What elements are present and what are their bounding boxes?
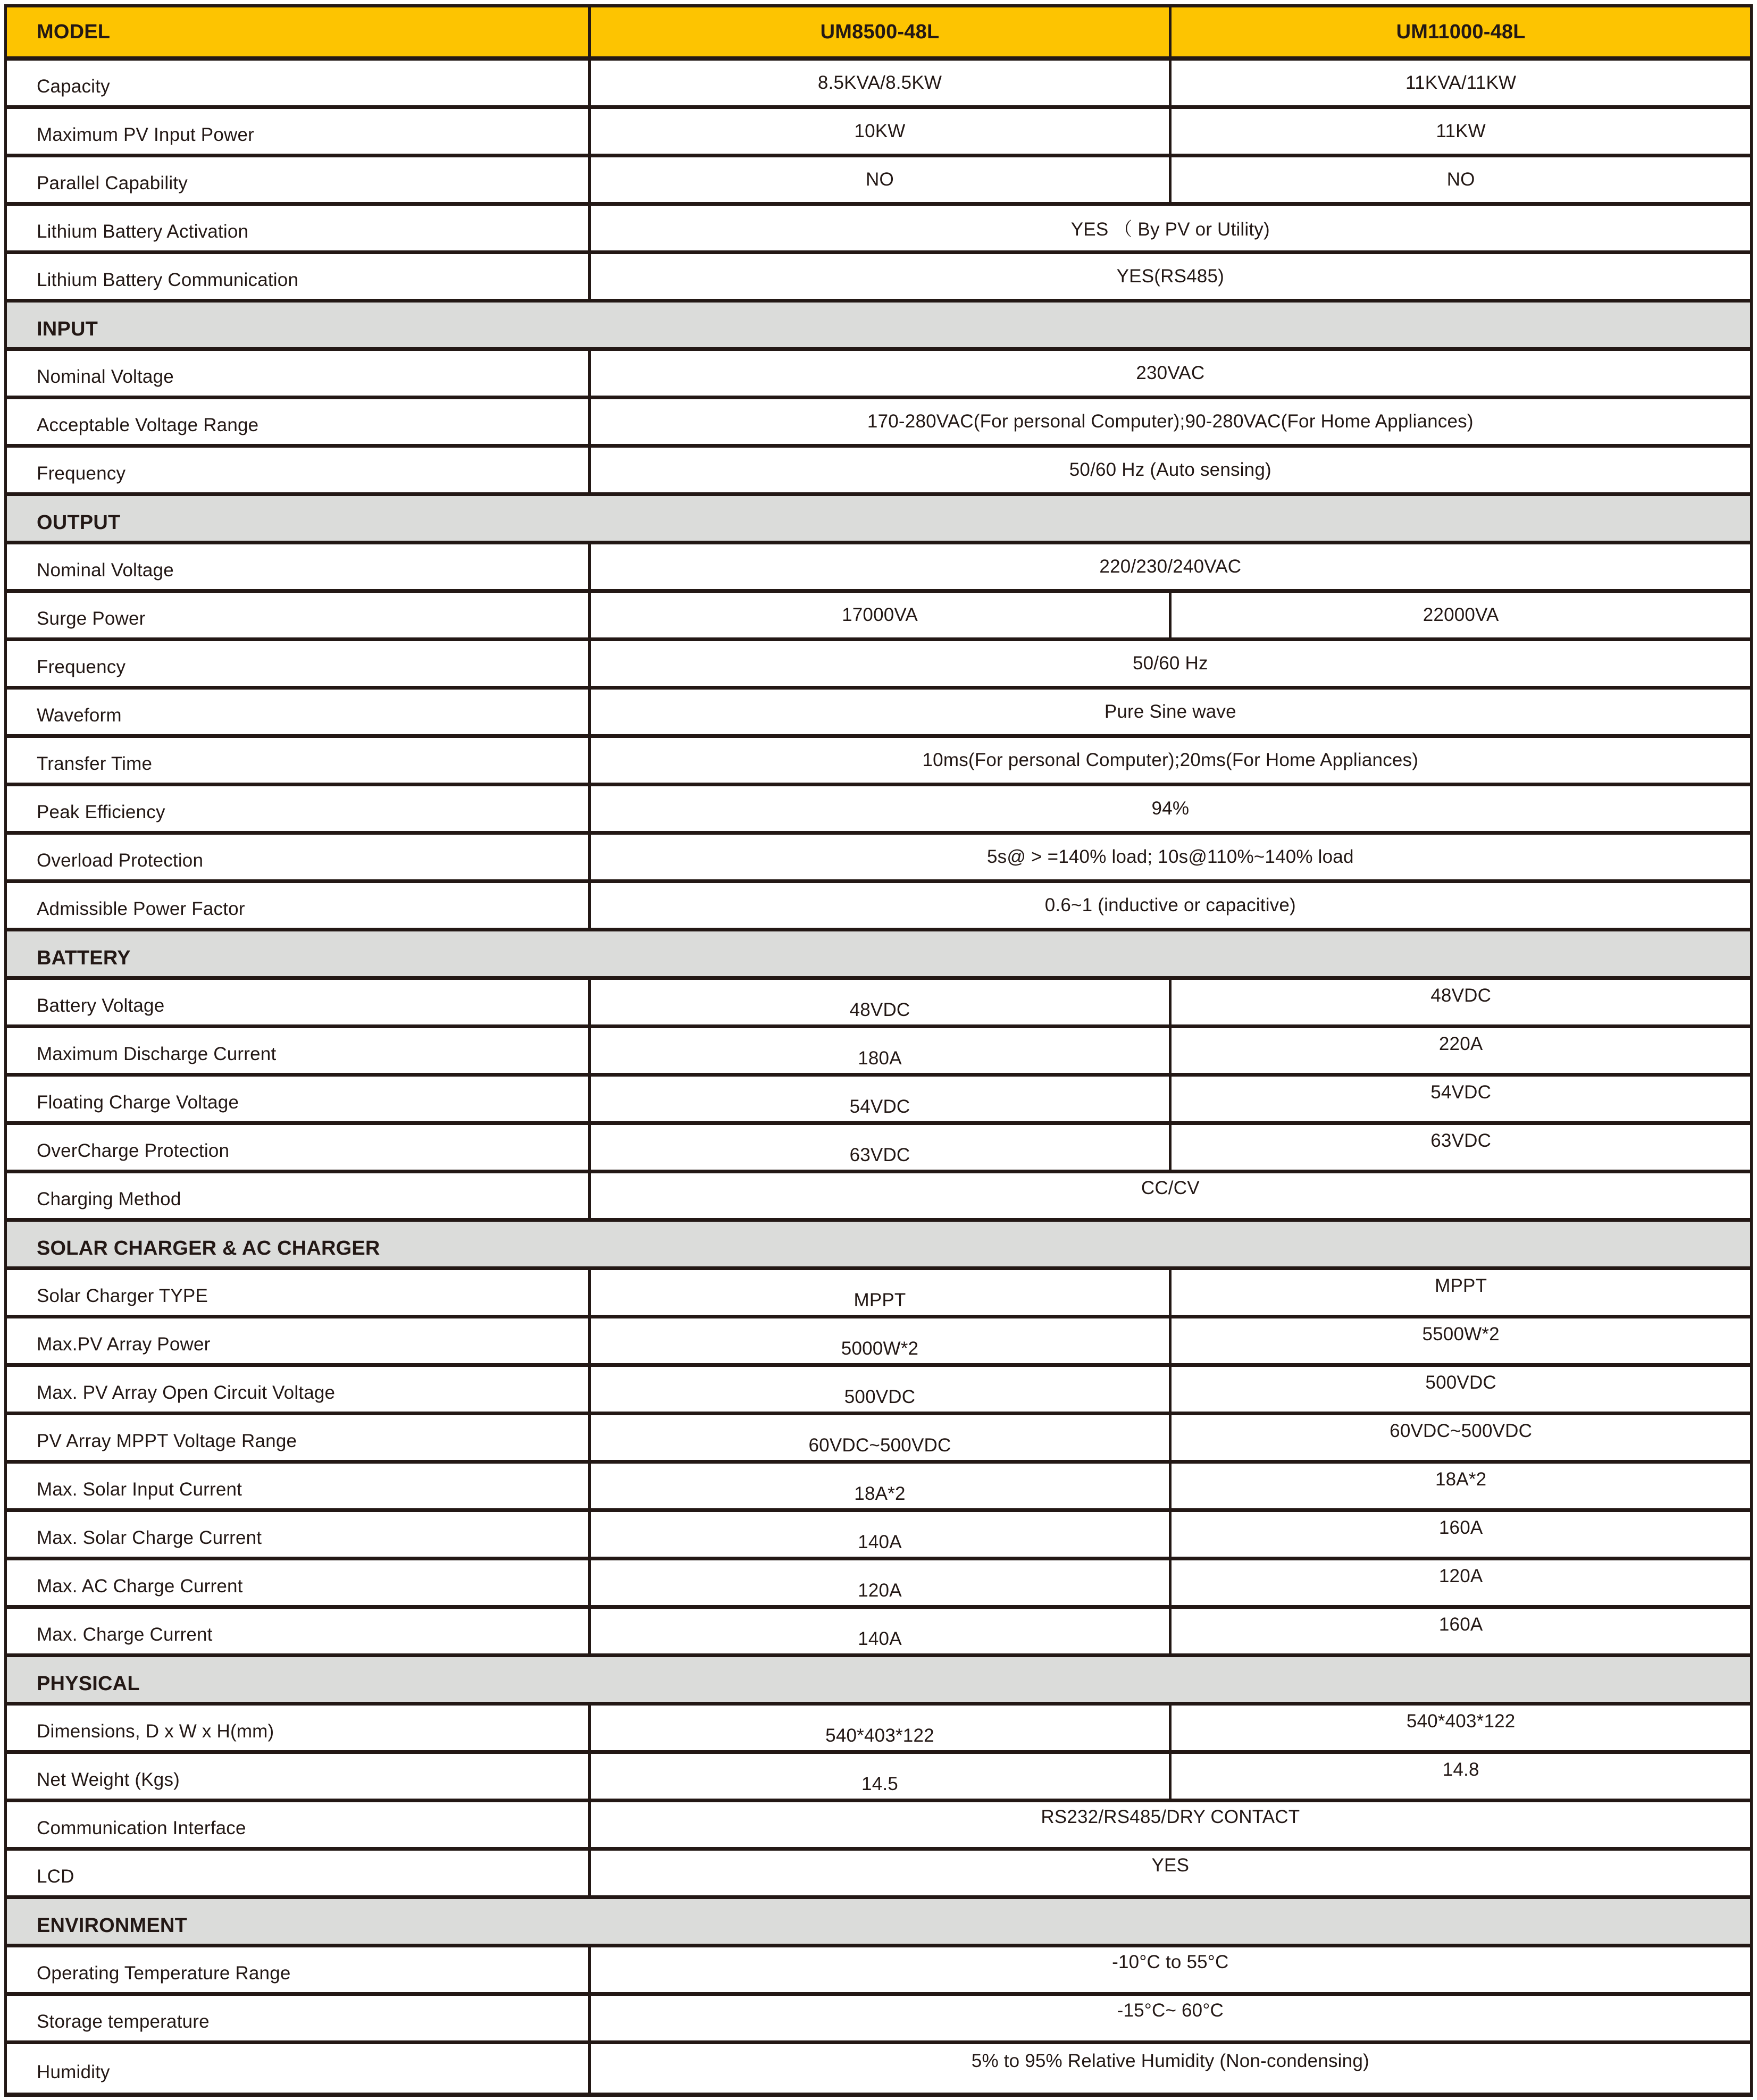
value-um8500-48l: 60VDC~500VDC — [588, 1415, 1169, 1460]
value-um11000-48l: MPPT — [1169, 1270, 1750, 1315]
value-both-models: 170-280VAC(For personal Computer);90-280VAC(For Home Appliances) — [588, 399, 1750, 444]
section-title: PHYSICAL — [7, 1657, 1750, 1702]
section-row-solar-charger-ac-charger — [7, 1222, 1750, 1270]
row-label: Surge Power — [7, 593, 588, 637]
section-row-output — [7, 496, 1750, 544]
spec-row-floating-charge-voltage — [7, 1077, 1750, 1125]
section-title: SOLAR CHARGER & AC CHARGER — [7, 1222, 1750, 1266]
spec-row-peak-efficiency — [7, 786, 1750, 835]
section-row-input — [7, 303, 1750, 351]
spec-row-net-weight-kgs — [7, 1754, 1750, 1802]
spec-row-dimensions-d-x-w-x-h-mm — [7, 1706, 1750, 1754]
row-label: Storage temperature — [7, 1996, 588, 2040]
row-label: Battery Voltage — [7, 980, 588, 1024]
value-both-models: Pure Sine wave — [588, 690, 1750, 734]
spec-row-max-ac-charge-current — [7, 1560, 1750, 1609]
value-um11000-48l: 60VDC~500VDC — [1169, 1415, 1750, 1460]
value-both-models: RS232/RS485/DRY CONTACT — [588, 1802, 1750, 1847]
value-um8500-48l: MPPT — [588, 1270, 1169, 1315]
section-row-physical — [7, 1657, 1750, 1706]
row-label: Max. PV Array Open Circuit Voltage — [7, 1367, 588, 1412]
value-um8500-48l: 10KW — [588, 109, 1169, 154]
value-um8500-48l: 17000VA — [588, 593, 1169, 637]
row-label: Max. AC Charge Current — [7, 1560, 588, 1605]
value-um8500-48l: 540*403*122 — [588, 1706, 1169, 1750]
spec-row-overload-protection — [7, 835, 1750, 883]
row-label: Nominal Voltage — [7, 351, 588, 396]
row-label: Waveform — [7, 690, 588, 734]
value-um11000-48l: 500VDC — [1169, 1367, 1750, 1412]
value-um8500-48l: 140A — [588, 1609, 1169, 1653]
spec-row-parallel-capability — [7, 157, 1750, 206]
value-um11000-48l: 5500W*2 — [1169, 1318, 1750, 1363]
value-um8500-48l: NO — [588, 157, 1169, 202]
spec-row-admissible-power-factor — [7, 883, 1750, 931]
header-model-label: MODEL — [7, 7, 588, 56]
row-label: Lithium Battery Activation — [7, 206, 588, 250]
row-label: Admissible Power Factor — [7, 883, 588, 928]
spec-row-max-pv-array-open-circuit-voltage — [7, 1367, 1750, 1415]
value-um11000-48l: 18A*2 — [1169, 1464, 1750, 1508]
header-model-um11000-48l: UM11000-48L — [1169, 7, 1750, 56]
value-both-models: YES （ By PV or Utility) — [588, 206, 1750, 250]
spec-row-waveform — [7, 690, 1750, 738]
value-both-models: 5s@ > =140% load; 10s@110%~140% load — [588, 835, 1750, 879]
value-um11000-48l: 22000VA — [1169, 593, 1750, 637]
value-um11000-48l: 220A — [1169, 1028, 1750, 1073]
value-um8500-48l: 14.5 — [588, 1754, 1169, 1799]
table-header-row — [7, 7, 1750, 61]
value-um8500-48l: 8.5KVA/8.5KW — [588, 61, 1169, 105]
value-both-models: 94% — [588, 786, 1750, 831]
table-body — [7, 61, 1750, 2093]
section-title: INPUT — [7, 303, 1750, 347]
spec-row-lithium-battery-activation — [7, 206, 1750, 254]
spec-row-maximum-discharge-current — [7, 1028, 1750, 1077]
row-label: Operating Temperature Range — [7, 1947, 588, 1992]
spec-row-humidity — [7, 2044, 1750, 2093]
value-both-models: YES — [588, 1851, 1750, 1895]
row-label: Lithium Battery Communication — [7, 254, 588, 299]
spec-row-max-charge-current — [7, 1609, 1750, 1657]
section-row-battery — [7, 931, 1750, 980]
spec-row-nominal-voltage — [7, 351, 1750, 399]
row-label: Maximum Discharge Current — [7, 1028, 588, 1073]
row-label: Max.PV Array Power — [7, 1318, 588, 1363]
spec-row-capacity — [7, 61, 1750, 109]
spec-row-communication-interface — [7, 1802, 1750, 1851]
spec-row-solar-charger-type — [7, 1270, 1750, 1318]
value-um11000-48l: 120A — [1169, 1560, 1750, 1605]
spec-row-frequency — [7, 448, 1750, 496]
value-um11000-48l: NO — [1169, 157, 1750, 202]
section-title: OUTPUT — [7, 496, 1750, 541]
value-both-models: 50/60 Hz (Auto sensing) — [588, 448, 1750, 492]
row-label: Transfer Time — [7, 738, 588, 783]
row-label: Max. Solar Input Current — [7, 1464, 588, 1508]
spec-row-lcd — [7, 1851, 1750, 1899]
value-both-models: -10°C to 55°C — [588, 1947, 1750, 1992]
value-both-models: 0.6~1 (inductive or capacitive) — [588, 883, 1750, 928]
value-um8500-48l: 48VDC — [588, 980, 1169, 1024]
value-um11000-48l: 11KW — [1169, 109, 1750, 154]
spec-row-maximum-pv-input-power — [7, 109, 1750, 157]
value-both-models: 220/230/240VAC — [588, 544, 1750, 589]
spec-row-acceptable-voltage-range — [7, 399, 1750, 448]
section-title: ENVIRONMENT — [7, 1899, 1750, 1944]
spec-row-pv-array-mppt-voltage-range — [7, 1415, 1750, 1464]
value-um8500-48l: 120A — [588, 1560, 1169, 1605]
spec-row-max-solar-input-current — [7, 1464, 1750, 1512]
spec-row-storage-temperature — [7, 1996, 1750, 2044]
value-um11000-48l: 48VDC — [1169, 980, 1750, 1024]
spec-row-frequency — [7, 641, 1750, 690]
value-both-models: -15°C~ 60°C — [588, 1996, 1750, 2040]
row-label: Communication Interface — [7, 1802, 588, 1847]
value-um8500-48l: 54VDC — [588, 1077, 1169, 1121]
value-both-models: CC/CV — [588, 1173, 1750, 1218]
row-label: Net Weight (Kgs) — [7, 1754, 588, 1799]
value-um11000-48l: 11KVA/11KW — [1169, 61, 1750, 105]
row-label: OverCharge Protection — [7, 1125, 588, 1170]
row-label: Peak Efficiency — [7, 786, 588, 831]
spec-table — [4, 4, 1753, 2097]
row-label: Frequency — [7, 448, 588, 492]
value-um8500-48l: 18A*2 — [588, 1464, 1169, 1508]
spec-row-lithium-battery-communication — [7, 254, 1750, 303]
value-um8500-48l: 140A — [588, 1512, 1169, 1557]
spec-row-nominal-voltage — [7, 544, 1750, 593]
row-label: Max. Solar Charge Current — [7, 1512, 588, 1557]
row-label: Acceptable Voltage Range — [7, 399, 588, 444]
value-um11000-48l: 14.8 — [1169, 1754, 1750, 1799]
row-label: Solar Charger TYPE — [7, 1270, 588, 1315]
spec-row-overcharge-protection — [7, 1125, 1750, 1173]
row-label: Parallel Capability — [7, 157, 588, 202]
row-label: PV Array MPPT Voltage Range — [7, 1415, 588, 1460]
row-label: Nominal Voltage — [7, 544, 588, 589]
value-um11000-48l: 63VDC — [1169, 1125, 1750, 1170]
section-row-environment — [7, 1899, 1750, 1947]
value-um11000-48l: 160A — [1169, 1609, 1750, 1653]
row-label: Frequency — [7, 641, 588, 686]
value-um11000-48l: 160A — [1169, 1512, 1750, 1557]
value-um8500-48l: 500VDC — [588, 1367, 1169, 1412]
row-label: Capacity — [7, 61, 588, 105]
value-um11000-48l: 54VDC — [1169, 1077, 1750, 1121]
spec-row-operating-temperature-range — [7, 1947, 1750, 1996]
spec-row-charging-method — [7, 1173, 1750, 1222]
row-label: LCD — [7, 1851, 588, 1895]
spec-row-max-solar-charge-current — [7, 1512, 1750, 1560]
value-um8500-48l: 63VDC — [588, 1125, 1169, 1170]
row-label: Humidity — [7, 2044, 588, 2093]
value-both-models: 10ms(For personal Computer);20ms(For Home Appliances) — [588, 738, 1750, 783]
value-both-models: YES(RS485) — [588, 254, 1750, 299]
row-label: Max. Charge Current — [7, 1609, 588, 1653]
spec-row-battery-voltage — [7, 980, 1750, 1028]
value-both-models: 5% to 95% Relative Humidity (Non-condensing) — [588, 2044, 1750, 2093]
spec-row-max-pv-array-power — [7, 1318, 1750, 1367]
value-um8500-48l: 5000W*2 — [588, 1318, 1169, 1363]
value-um11000-48l: 540*403*122 — [1169, 1706, 1750, 1750]
section-title: BATTERY — [7, 931, 1750, 976]
value-both-models: 230VAC — [588, 351, 1750, 396]
value-both-models: 50/60 Hz — [588, 641, 1750, 686]
row-label: Charging Method — [7, 1173, 588, 1218]
row-label: Overload Protection — [7, 835, 588, 879]
row-label: Dimensions, D x W x H(mm) — [7, 1706, 588, 1750]
value-um8500-48l: 180A — [588, 1028, 1169, 1073]
row-label: Maximum PV Input Power — [7, 109, 588, 154]
spec-row-transfer-time — [7, 738, 1750, 786]
spec-row-surge-power — [7, 593, 1750, 641]
header-model-um8500-48l: UM8500-48L — [588, 7, 1169, 56]
row-label: Floating Charge Voltage — [7, 1077, 588, 1121]
